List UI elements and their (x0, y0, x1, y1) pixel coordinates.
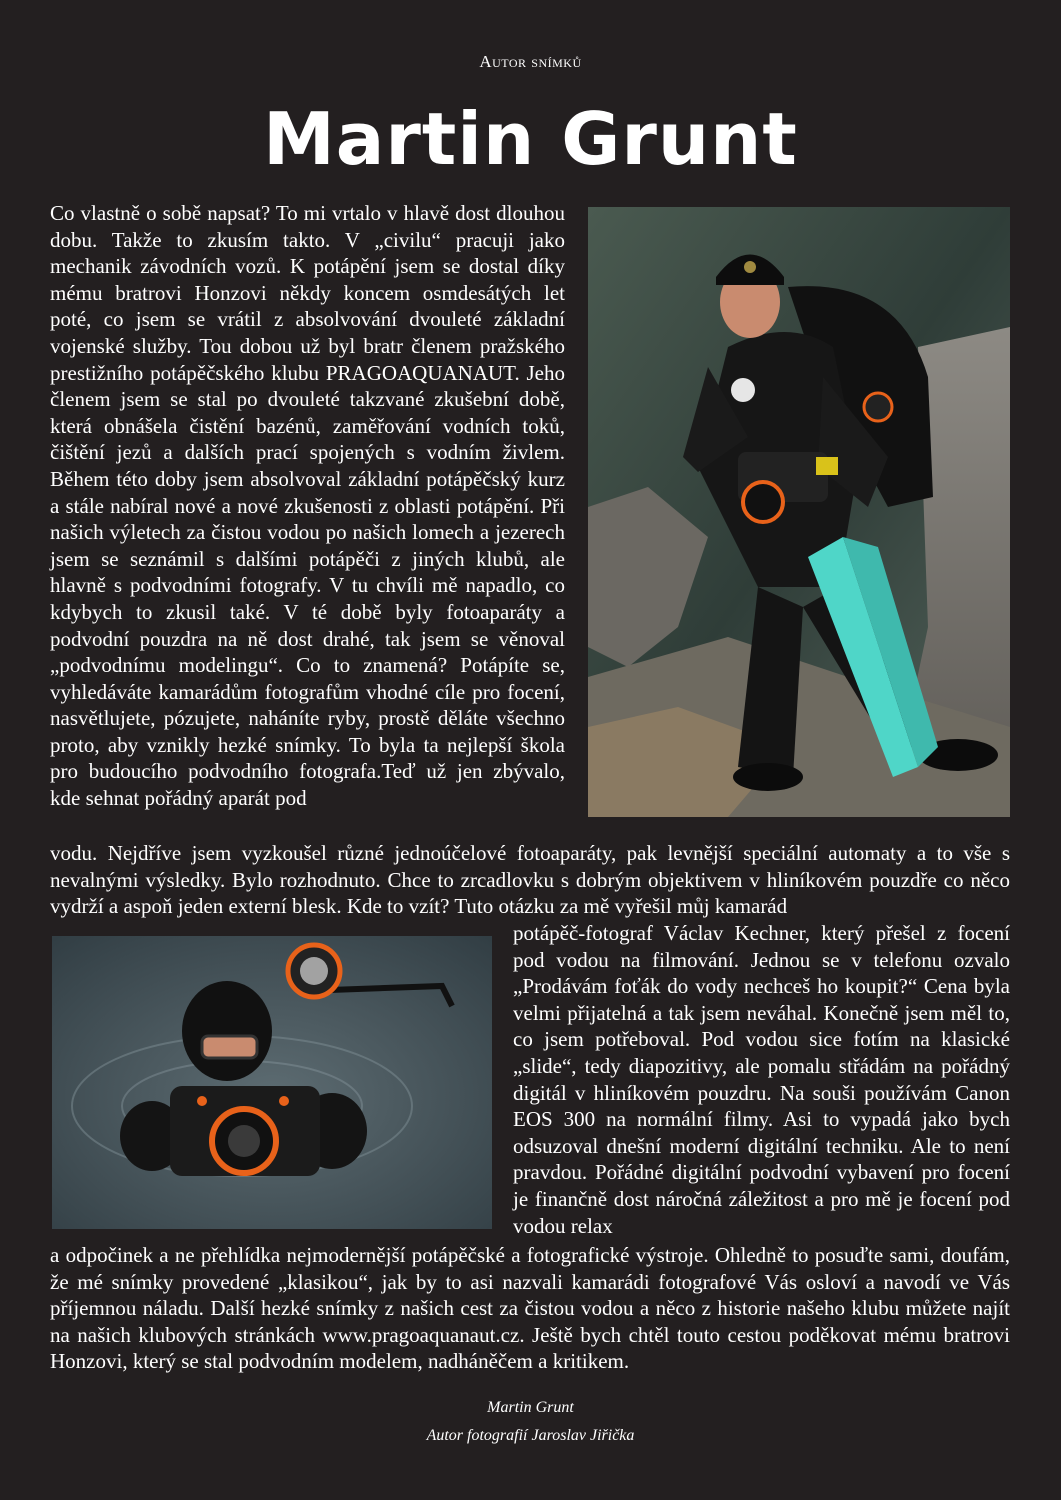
section-kicker: Autor snímků (479, 52, 582, 71)
page-title: Martin Grunt (263, 97, 798, 181)
diver-portrait-photo (588, 207, 1010, 817)
article-paragraph-4: a odpočinek a ne přehlídka nejmodernější potápěčské a fotografické výstroje. Ohledně to posuďte sami, doufám, že mé snímky provedené „klasikou“, jak by to asi nazvali kamarádi fotografové Vás osloví a navodí ve Vás příjemnou náladu. Další hezké snímky z našich cest za čistou vodou a něco z historie našeho klubu můžete najít na našich klubových stránkách www.pragoaquanaut.cz. Ještě bych chtěl touto cestou poděkovat mému bratrovi Honzovi, který se stal podvodním modelem, nadháněčem a kritikem. (50, 1243, 1010, 1374)
photo-credit: Autor fotografií Jaroslav Jiřička (426, 1427, 635, 1444)
author-signature: Martin Grunt (487, 1399, 574, 1416)
article-paragraph-1: Co vlastně o sobě napsat? To mi vrtalo v hlavě dost dlouhou dobu. Takže to zkusím takto. V „civilu“ pracuji jako mechanik závodních vozů. K potápění jsem se dostal díky mému bratrovi Honzovi někdy koncem osmdesátých let poté, co jsem se vrátil z absolvování dvouleté základní vojenské služby. Tou dobou už byl bratr členem pražského prestižního potápěčského klubu PRAGOAQUANAUT. Jeho členem jsem se stal po dvouleté takzvané zkušební době, která obnášela čistění bazénů, zaměřování vodních toků, čištění jezů a dalších prací spojených s vodním živlem. Během této doby jsem absolvoval základní potápěčský kurz a stále nabíral nové a nové zkušenosti z oblasti potápění. Při našich výletech za čistou vodou po našich lomech a jezerech jsem se seznámil s dalšími potápěči z jiných klubů, ale hlavně s podvodními fotografy. V tu chvíli mě napadlo, co kdybych to zkusil také. V té době byly fotoaparáty a podvodní pouzdra na ně dost drahé, tak jsem se věnoval „podvodnímu modelingu“. Co to znamená? Potápíte se, vyhledáváte kamarádům fotografům vhodné cíle pro focení, nasvětlujete, pózujete, naháníte ryby, prostě děláte všechno proto, aby vznikly hezké snímky. To byla ta nejlepší škola pro budoucího podvodního fotografa.Teď už jen zbývalo, kde sehnat pořádný aparát pod (50, 201, 565, 811)
article-paragraph-3: potápěč-fotograf Václav Kechner, který přešel z focení pod vodou na filmování. Jednou se v telefonu ozvalo „Prodávám foťák do vody nechceš ho koupit?“ Cena byla velmi přijatelná a tak jsem neváhal. Konečně jsem měl to, co jsem potřeboval. Pod vodou sice fotím na klasické „slide“, tedy diapozitivy, ale pomalu střádám na pořádný digitál v hliníkovém pouzdru. Na souši používám Canon EOS 300 na normální filmy. Asi to vypadá jako bych odsuzoval dnešní moderní digitální techniku. Ale to není pravdou. Pořádné digitální podvodní vybavení pro focení je finančně dost náročná záležitost a pro mě je focení pod vodou relax (513, 921, 1010, 1238)
article-paragraph-2: vodu. Nejdříve jsem vyzkoušel různé jednoúčelové fotoaparáty, pak levnější speciální automaty a to vše s nevalnými výsledky. Bylo rozhodnuto. Chce to zrcadlovku s dobrým objektivem v hliníkovém pouzdře co něco vydrží a aspoň jeden externí blesk. Kde to vzít? Tuto otázku za mě vyřešil můj kamarád (50, 841, 1010, 919)
diver-in-water-photo (52, 936, 492, 1229)
